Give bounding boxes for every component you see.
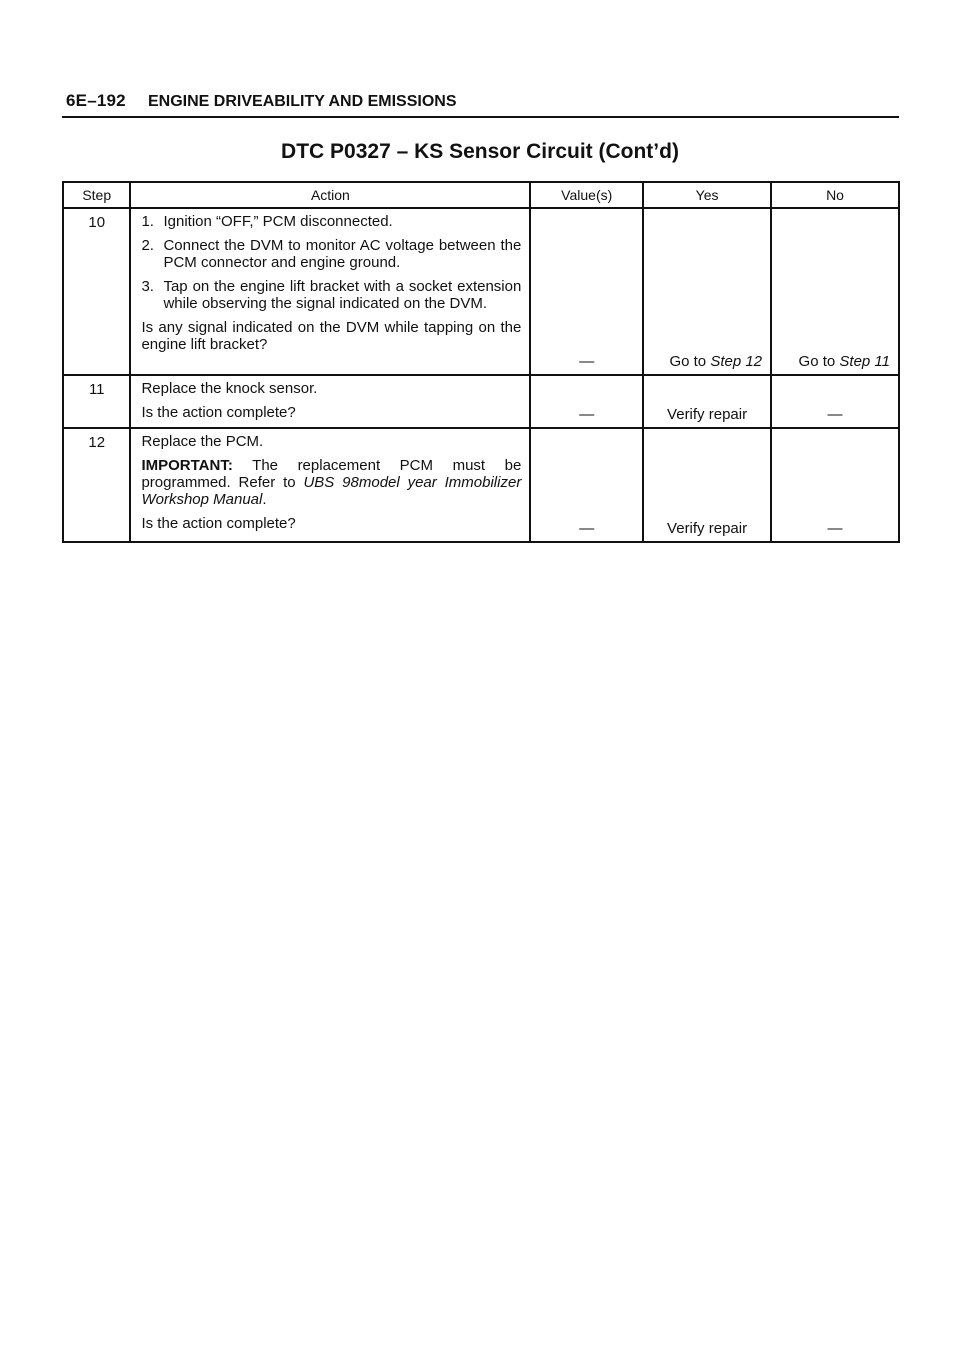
- table-row: [63, 375, 899, 428]
- item-text: Ignition “OFF,” PCM disconnected.: [163, 213, 393, 230]
- column-header-values: Value(s): [530, 182, 643, 208]
- action-item: [141, 278, 521, 312]
- column-header-yes: Yes: [643, 182, 771, 208]
- action-cell: [130, 428, 530, 542]
- yes-step-link[interactable]: Step 12: [710, 353, 763, 370]
- action-cell: [130, 208, 530, 375]
- action-text: Replace the knock sensor.: [141, 380, 318, 397]
- value-cell: —: [530, 208, 643, 375]
- section-title: ENGINE DRIVEABILITY AND EMISSIONS: [148, 93, 457, 110]
- manual-reference: UBS 98model year Immobilizer Workshop Manual: [141, 474, 522, 508]
- important-label: IMPORTANT:: [141, 457, 233, 474]
- column-header-step: Step: [63, 182, 130, 208]
- no-cell: [771, 208, 899, 375]
- item-number: 2.: [141, 237, 154, 254]
- yes-cell: Verify repair: [643, 375, 771, 428]
- column-header-action: Action: [130, 182, 530, 208]
- value-cell: —: [530, 428, 643, 542]
- item-text: Tap on the engine lift bracket with a socket extension while observing the signal indicated on the DVM.: [163, 278, 522, 312]
- action-cell: [130, 375, 530, 428]
- step-number: 11: [63, 375, 130, 428]
- question-text: Is the action complete?: [141, 515, 296, 532]
- value-cell: —: [530, 375, 643, 428]
- page-number: 6E–192: [66, 91, 126, 110]
- table-row: [63, 428, 899, 542]
- step-number: 12: [63, 428, 130, 542]
- no-prefix: Go to: [798, 353, 840, 370]
- page-header: [62, 88, 899, 118]
- no-cell: —: [771, 428, 899, 542]
- table-row: [63, 208, 899, 375]
- yes-prefix: Go to: [669, 353, 711, 370]
- action-text: Replace the PCM.: [141, 433, 264, 450]
- item-number: 1.: [141, 213, 154, 230]
- question-text: Is the action complete?: [141, 404, 296, 421]
- no-cell: —: [771, 375, 899, 428]
- step-number: 10: [63, 208, 130, 375]
- yes-cell: Verify repair: [643, 428, 771, 542]
- important-end: .: [262, 491, 267, 508]
- no-step-link[interactable]: Step 11: [839, 353, 890, 370]
- item-text: Connect the DVM to monitor AC voltage between the PCM connector and engine ground.: [163, 237, 522, 271]
- diagnostic-table: [62, 181, 900, 543]
- column-header-no: No: [771, 182, 899, 208]
- yes-cell: [643, 208, 771, 375]
- action-item: [141, 237, 521, 271]
- table-header-row: [63, 182, 899, 208]
- important-text: The replacement PCM must be programmed. Refer to: [141, 457, 522, 491]
- item-number: 3.: [141, 278, 154, 295]
- question-text: Is any signal indicated on the DVM while tapping on the engine lift bracket?: [141, 319, 522, 353]
- important-note: [141, 457, 521, 508]
- action-item: [141, 213, 521, 230]
- page-title: DTC P0327 – KS Sensor Circuit (Cont’d): [281, 140, 679, 163]
